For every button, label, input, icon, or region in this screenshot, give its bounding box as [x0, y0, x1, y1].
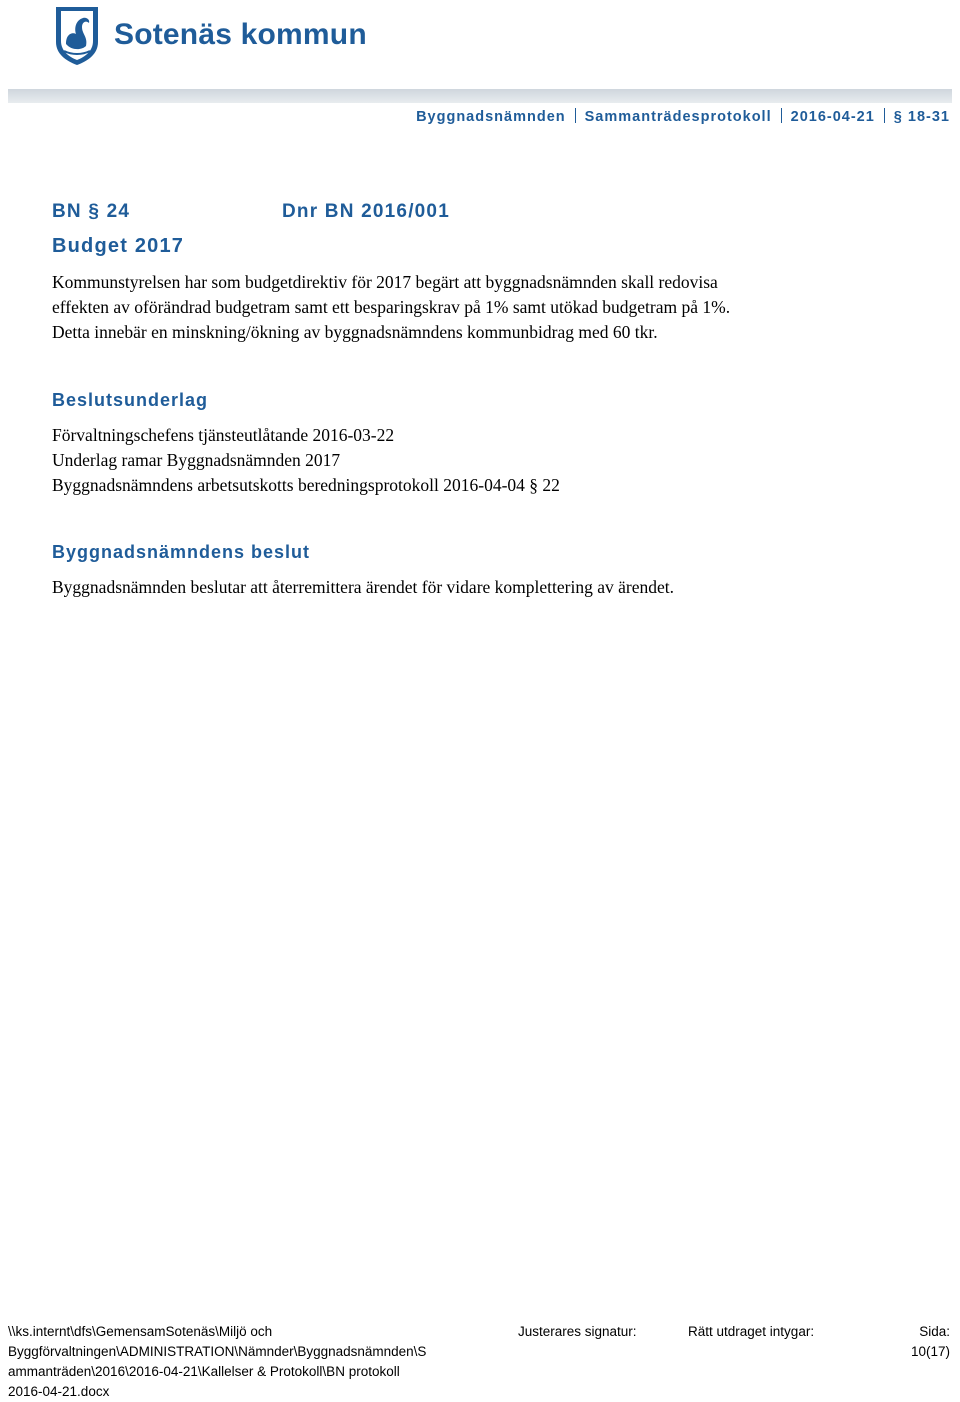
footer-path-line: ammanträden\2016\2016-04-21\Kallelser & Protokoll\BN protokoll — [8, 1364, 400, 1379]
underlag-item: Byggnadsnämndens arbetsutskotts beredningsprotokoll 2016-04-04 § 22 — [52, 475, 560, 495]
intro-paragraph — [52, 270, 922, 345]
signature-label: Justerares signatur: — [518, 1324, 637, 1339]
header-divider — [781, 108, 782, 123]
header-rule — [8, 89, 952, 103]
footer-path-line: \\ks.internt\dfs\GemensamSotenäs\Miljö och — [8, 1324, 273, 1339]
intro-line: effekten av oförändrad budgetram samt ett besparingskrav på 1% samt utökad budgetram på 1%. — [52, 297, 731, 317]
case-line — [52, 201, 450, 223]
document-header — [416, 108, 950, 125]
footer-path-line: Byggförvaltningen\ADMINISTRATION\Nämnder\Byggnadsnämnden\S — [8, 1344, 427, 1359]
header-section-symbol: § — [893, 109, 903, 125]
attest-label: Rätt utdraget intygar: — [688, 1324, 815, 1339]
underlag-item: Underlag ramar Byggnadsnämnden 2017 — [52, 450, 341, 470]
logo — [52, 6, 367, 64]
header-divider — [884, 108, 885, 123]
page-number: 10(17) — [910, 1344, 950, 1359]
underlag-heading: Beslutsunderlag — [52, 390, 209, 410]
header-section-range: 18-31 — [907, 109, 950, 125]
underlag-list — [52, 423, 922, 498]
header-committee: Byggnadsnämnden — [416, 109, 566, 125]
page-label: Sida: — [919, 1324, 950, 1339]
beslut-heading: Byggnadsnämndens beslut — [52, 542, 311, 562]
intro-line: Detta innebär en minskning/ökning av byggnadsnämndens kommunbidrag med 60 tkr. — [52, 322, 658, 342]
footer-path-line: 2016-04-21.docx — [8, 1384, 110, 1399]
intro-line: Kommunstyrelsen har som budgetdirektiv för 2017 begärt att byggnadsnämnden skall redovisa — [52, 272, 718, 292]
underlag-item: Förvaltningschefens tjänsteutlåtande 2016-03-22 — [52, 425, 395, 445]
org-name: Sotenäs kommun — [114, 18, 367, 51]
case-dnr: Dnr BN 2016/001 — [282, 201, 450, 222]
footer-file-path — [8, 1322, 508, 1402]
header-doc-type: Sammanträdesprotokoll — [584, 109, 772, 125]
swan-shield-icon — [52, 4, 102, 66]
header-date: 2016-04-21 — [790, 109, 875, 125]
header-divider — [575, 108, 576, 123]
case-title: Budget 2017 — [52, 235, 185, 257]
case-number: BN § 24 — [52, 201, 131, 222]
page-indicator — [911, 1322, 950, 1362]
beslut-text: Byggnadsnämnden beslutar att återremittera ärendet för vidare komplettering av ärendet. — [52, 577, 674, 597]
